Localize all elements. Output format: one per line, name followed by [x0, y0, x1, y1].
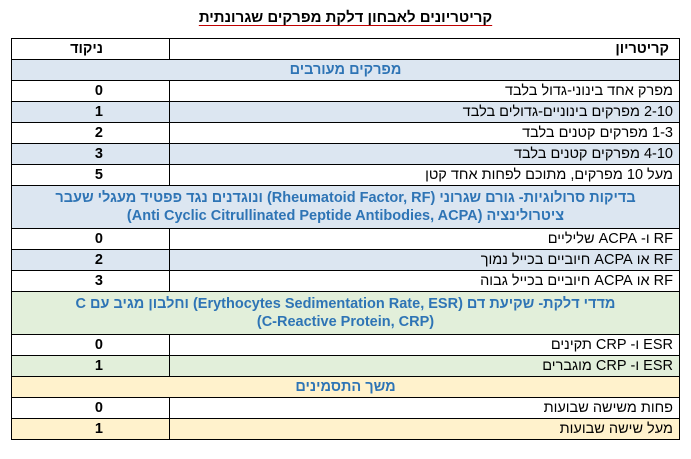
section-serology [12, 186, 680, 229]
table-row [12, 271, 680, 292]
criterion-cell: מעל 10 מפרקים, מתוכם לפחות אחד קטן [170, 165, 680, 186]
section-label-line: בדיקות סרולוגיות- גורם שגרוני (Rheumatoid Factor, RF) ונוגדנים נגד פפטיד מעגלי שעבר [55, 190, 636, 206]
score-cell: 2 [12, 123, 170, 144]
section-label: משך התסמינים [12, 377, 680, 398]
score-cell: 3 [12, 271, 170, 292]
criterion-cell: 2-10 מפרקים בינוניים-גדולים בלבד [170, 102, 680, 123]
criterion-cell: RF ו- ACPA שליליים [170, 229, 680, 250]
section-inflammation [12, 292, 680, 335]
score-cell: 2 [12, 250, 170, 271]
score-cell: 1 [12, 419, 170, 440]
score-cell: 0 [12, 398, 170, 419]
section-duration [12, 377, 680, 398]
section-label: מפרקים מעורבים [12, 60, 680, 81]
table-row [12, 398, 680, 419]
score-cell: 1 [12, 102, 170, 123]
section-label-line: מדדי דלקת- שקיעת דם (Erythocytes Sedimentation Rate, ESR) וחלבון מגיב עם C [75, 296, 616, 312]
score-cell: 3 [12, 144, 170, 165]
table-row [12, 335, 680, 356]
table-row [12, 123, 680, 144]
score-cell: 0 [12, 229, 170, 250]
criterion-cell: RF או ACPA חיוביים בכייל גבוה [170, 271, 680, 292]
score-cell: 0 [12, 335, 170, 356]
header-criteria: קריטריון [170, 39, 680, 60]
header-score: ניקוד [12, 39, 170, 60]
section-label-line: ציטרולינציה (Anti Cyclic Citrullinated Peptide Antibodies, ACPA) [126, 208, 565, 224]
table-row [12, 165, 680, 186]
document-title: קריטריונים לאבחון דלקת מפרקים שגרונתית [198, 9, 493, 26]
section-label-line: (C-Reactive Protein, CRP) [256, 314, 435, 330]
table-row [12, 81, 680, 102]
score-cell: 5 [12, 165, 170, 186]
table-row [12, 102, 680, 123]
header-row [12, 39, 680, 60]
table-row [12, 250, 680, 271]
table-row [12, 229, 680, 250]
criterion-cell: 1-3 מפרקים קטנים בלבד [170, 123, 680, 144]
criterion-cell: RF או ACPA חיוביים בכייל נמוך [170, 250, 680, 271]
criterion-cell: ESR ו- CRP תקינים [170, 335, 680, 356]
criterion-cell: מעל שישה שבועות [170, 419, 680, 440]
table-row [12, 356, 680, 377]
criterion-cell: פחות משישה שבועות [170, 398, 680, 419]
section-label [12, 186, 680, 229]
section-label [12, 292, 680, 335]
table-row [12, 419, 680, 440]
criteria-table [11, 38, 680, 440]
criterion-cell: ESR ו- CRP מוגברים [170, 356, 680, 377]
table-row [12, 144, 680, 165]
criterion-cell: 4-10 מפרקים קטנים בלבד [170, 144, 680, 165]
score-cell: 0 [12, 81, 170, 102]
criterion-cell: מפרק אחד בינוני-גדול בלבד [170, 81, 680, 102]
score-cell: 1 [12, 356, 170, 377]
section-joints [12, 60, 680, 81]
